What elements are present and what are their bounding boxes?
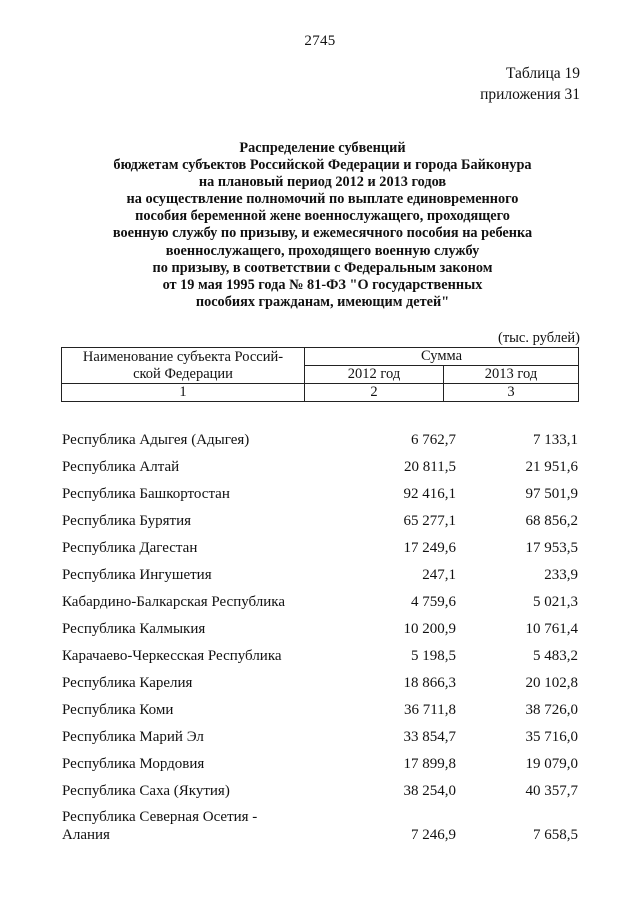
table-row (62, 557, 578, 584)
region-name (62, 808, 332, 844)
table-body (62, 422, 578, 844)
title-line: бюджетам субъектов Российской Федерации и города Байконура (113, 157, 532, 174)
region-name: Республика Карелия (62, 675, 193, 691)
value-2012: 6 762,7 (411, 432, 456, 448)
value-2012: 17 249,6 (403, 540, 456, 556)
value-2013: 10 761,4 (525, 621, 578, 637)
region-name: Республика Алтай (62, 459, 180, 475)
table-header (61, 347, 579, 402)
title-line: на плановый период 2012 и 2013 годов (198, 174, 447, 191)
table-row (62, 422, 578, 449)
units-label: (тыс. рублей) (498, 330, 580, 346)
value-2013: 5 021,3 (533, 594, 578, 610)
table-row (62, 773, 578, 800)
value-2013: 68 856,2 (525, 513, 578, 529)
value-2013: 5 483,2 (533, 648, 578, 664)
table-row (62, 449, 578, 476)
column-header-sum: Сумма (305, 348, 579, 366)
region-name: Кабардино-Балкарская Республика (62, 594, 286, 610)
column-number-1: 1 (62, 384, 305, 402)
value-2012: 92 416,1 (403, 486, 456, 502)
value-2012: 18 866,3 (403, 675, 456, 691)
column-header-name (62, 348, 305, 384)
region-name: Республика Дагестан (62, 540, 198, 556)
region-name: Республика Калмыкия (62, 621, 206, 637)
region-name: Республика Коми (62, 702, 174, 718)
region-name: Республика Саха (Якутия) (62, 783, 230, 799)
value-2012: 10 200,9 (403, 621, 456, 637)
table-row (62, 692, 578, 719)
column-number-2: 2 (305, 384, 444, 402)
region-name-line-2: Алания (62, 827, 110, 843)
title-line: пособиях гражданам, имеющим детей" (195, 293, 450, 310)
column-number-3: 3 (444, 384, 579, 402)
region-name: Республика Мордовия (62, 756, 205, 772)
title-line: военную службу по призыву, и ежемесячного пособия на ребенка (112, 225, 533, 242)
value-2012: 33 854,7 (403, 729, 456, 745)
region-name: Карачаево-Черкесская Республика (62, 648, 282, 664)
column-header-name-line-1: Наименование субъекта Россий- (82, 348, 284, 365)
value-2013: 40 357,7 (525, 783, 578, 799)
table-reference (480, 63, 580, 105)
table-row (62, 638, 578, 665)
value-2013: 17 953,5 (525, 540, 578, 556)
title-line: Распределение субвенций (239, 140, 406, 156)
value-2013: 21 951,6 (525, 459, 578, 475)
column-header-year-2013: 2013 год (444, 366, 579, 384)
table-row (62, 746, 578, 773)
page-number: 2745 (304, 33, 336, 49)
table-row (62, 503, 578, 530)
region-name: Республика Адыгея (Адыгея) (62, 432, 250, 448)
value-2013: 35 716,0 (525, 729, 578, 745)
value-2012: 7 246,9 (411, 827, 456, 843)
table-row (62, 665, 578, 692)
title-line: на осуществление полномочий по выплате единовременного (126, 191, 519, 208)
value-2012: 5 198,5 (411, 648, 456, 664)
title-line: военнослужащего, проходящего военную службу (165, 242, 480, 259)
title-line: от 19 мая 1995 года № 81-ФЗ "О государственных (162, 276, 483, 293)
value-2013: 19 079,0 (525, 756, 578, 772)
value-2012: 65 277,1 (403, 513, 456, 529)
document-title (60, 140, 585, 311)
column-header-year-2012: 2012 год (305, 366, 444, 384)
region-name-line-1: Республика Северная Осетия - (62, 809, 258, 825)
value-2012: 38 254,0 (403, 783, 456, 799)
value-2013: 7 658,5 (533, 827, 578, 843)
value-2013: 97 501,9 (525, 486, 578, 502)
value-2012: 36 711,8 (404, 702, 456, 718)
table-row (62, 476, 578, 503)
region-name: Республика Бурятия (62, 513, 192, 529)
column-header-name-line-2: ской Федерации (133, 365, 233, 382)
value-2012: 20 811,5 (404, 459, 456, 475)
value-2012: 4 759,6 (411, 594, 456, 610)
table-row (62, 584, 578, 611)
table-row (62, 611, 578, 638)
table-reference-line-2: приложения 31 (480, 86, 580, 103)
value-2012: 17 899,8 (403, 756, 456, 772)
table-reference-line-1: Таблица 19 (505, 65, 580, 82)
table-row (62, 804, 578, 844)
table-row (62, 719, 578, 746)
region-name: Республика Марий Эл (62, 729, 204, 745)
region-name: Республика Ингушетия (62, 567, 212, 583)
title-line: по призыву, в соответствии с Федеральным законом (152, 259, 493, 276)
value-2013: 38 726,0 (525, 702, 578, 718)
value-2013: 20 102,8 (525, 675, 578, 691)
value-2012: 247,1 (422, 567, 456, 583)
value-2013: 7 133,1 (533, 432, 578, 448)
table-row (62, 530, 578, 557)
region-name: Республика Башкортостан (62, 486, 230, 502)
title-line: пособия беременной жене военнослужащего, проходящего (135, 208, 510, 225)
value-2013: 233,9 (544, 567, 578, 583)
